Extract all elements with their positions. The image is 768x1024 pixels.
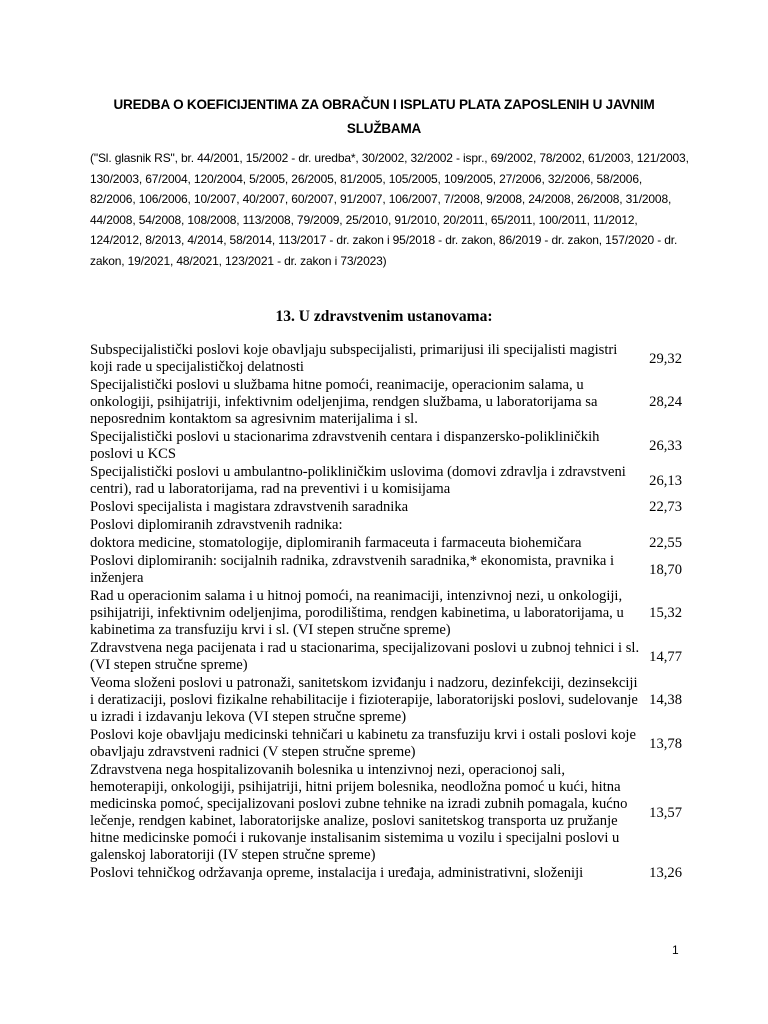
row-coefficient bbox=[642, 517, 682, 535]
table-row bbox=[88, 553, 682, 588]
row-description: Rad u operacionim salama i u hitnoj pomoći, na reanimaciji, intenzivnoj nezi, u onkologiji, psihijatriji, infektivnim odeljenjima, porodilištima, rendgen kabinetima, u laboratorijama, u kabinetima za transfuziju krvi i sl. (VI stepen stručne spreme) bbox=[90, 588, 624, 638]
row-coefficient: 14,38 bbox=[649, 692, 682, 708]
row-description: Zdravstvena nega hospitalizovanih bolesnika u intenzivnoj nezi, operacionoj sali, hemoterapiji, onkologiji, psihijatriji, hitni prijem bolesnika, neodložna pomoć u kući, hitna medicinska pomoć, specijalizovani poslovi zubne tehnike na izradi zubnih pomagala, kućno lečenje, rendgen kabinet, laboratorijske analize, poslovi sanitetskog transporta uz pružanje hitne medicinske pomoći i rukovanje instalisanim sistemima u vozilu i specijalni poslovi u galenskoj laboratoriji (IV stepen stručne spreme) bbox=[90, 762, 628, 863]
row-coefficient: 26,33 bbox=[649, 437, 682, 454]
table-row bbox=[88, 429, 682, 464]
table-row bbox=[88, 588, 682, 640]
table-row bbox=[88, 675, 682, 727]
row-description: Poslovi koje obavljaju medicinski tehničari u kabinetu za transfuziju krvi i ostali poslovi koje obavljaju zdravstveni radnici (V stepen stručne spreme) bbox=[90, 727, 636, 760]
row-coefficient: 14,77 bbox=[649, 648, 682, 665]
row-coefficient: 13,26 bbox=[649, 865, 682, 881]
row-description: Specijalistički poslovi u službama hitne pomoći, reanimacije, operacionim salama, u onkologiji, psihijatriji, infektivnim odeljenjima, rendgen službama, u laboratorijama sa neposrednim kontaktom sa agresivnim materijalima i sl. bbox=[90, 377, 598, 427]
row-description: Poslovi diplomiranih: socijalnih radnika, zdravstvenih saradnika,* ekonomista, pravnika i inženjera bbox=[90, 553, 615, 586]
gazette-reference: ("Sl. glasnik RS", br. 44/2001, 15/2002 - dr. uredba*, 30/2002, 32/2002 - ispr., 69/2002, 78/2002, 61/2003, 121/2003, 130/2003, 67/2004, 120/2004, 5/2005, 26/2005, 81/2005, 105/2005, 109/2005, 27/2006, 32/2006, 58/2006, 82/2006, 106/2006, 10/2007, 40/2007, 60/2007, 91/2007, 106/2007, 7/2008, 9/2008, 24/2008, 26/2008, 31/2008, 44/2008, 54/2008, 108/2008, 113/2008, 79/2009, 25/2010, 91/2010, 20/2011, 65/2011, 100/2011, 11/2012, 124/2012, 8/2013, 4/2014, 58/2014, 113/2017 - dr. zakon i 95/2018 - dr. zakon, 86/2019 - dr. zakon, 157/2020 - dr. zakon, 19/2021, 48/2021, 123/2021 - dr. zakon i 73/2023) bbox=[90, 151, 689, 268]
table-row bbox=[88, 865, 682, 883]
row-coefficient: 13,57 bbox=[649, 804, 682, 821]
table-row bbox=[88, 517, 682, 535]
coefficients-table bbox=[88, 342, 682, 883]
row-coefficient: 15,32 bbox=[649, 605, 682, 621]
table-row bbox=[88, 640, 682, 675]
table-row bbox=[88, 377, 682, 429]
section-heading: 13. U zdravstvenim ustanovama: bbox=[275, 308, 493, 325]
table-row bbox=[88, 727, 682, 762]
table-row bbox=[88, 762, 682, 865]
table-row bbox=[88, 499, 682, 517]
row-coefficient: 28,24 bbox=[649, 394, 682, 410]
row-coefficient: 18,70 bbox=[649, 561, 682, 578]
row-coefficient: 22,55 bbox=[649, 535, 682, 551]
row-description: Poslovi diplomiranih zdravstvenih radnika: bbox=[90, 517, 343, 533]
table-row bbox=[88, 464, 682, 499]
row-description: Specijalistički poslovi u stacionarima zdravstvenih centara i dispanzersko-polikliničkih poslovi u KCS bbox=[90, 429, 600, 462]
row-description: Specijalistički poslovi u ambulantno-polikliničkim uslovima (domovi zdravlja i zdravstveni centri), rad u laboratorijama, rad na preventivi i u komisijama bbox=[90, 464, 626, 497]
table-row bbox=[88, 535, 682, 553]
row-description: Zdravstvena nega pacijenata i rad u stacionarima, specijalizovani poslovi u zubnoj tehnici i sl. (VI stepen stručne spreme) bbox=[90, 640, 640, 673]
row-description: Poslovi tehničkog održavanja opreme, instalacija i uređaja, administrativni, složeniji bbox=[90, 865, 584, 881]
row-description: Veoma složeni poslovi u patronaži, sanitetskom izviđanju i nadzoru, dezinfekciji, dezinsekciji i deratizaciji, poslovi fizikalne rehabilitacije i fizioterapije, laboratorijski poslovi, sudelovanje u izradi i izdavanju lekova (VI stepen stručne spreme) bbox=[90, 675, 638, 725]
row-coefficient: 26,13 bbox=[649, 472, 682, 489]
row-coefficient: 13,78 bbox=[649, 735, 682, 752]
row-description: Subspecijalistički poslovi koje obavljaju subspecijalisti, primarijusi ili specijalisti magistri koji rade u specijalističkoj delatnosti bbox=[90, 342, 618, 375]
row-coefficient: 29,32 bbox=[649, 350, 682, 367]
table-row bbox=[88, 342, 682, 377]
row-coefficient: 22,73 bbox=[649, 499, 682, 515]
page-number: 1 bbox=[672, 943, 679, 957]
row-description: Poslovi specijalista i magistara zdravstvenih saradnika bbox=[90, 499, 409, 515]
row-description: doktora medicine, stomatologije, diplomiranih farmaceuta i farmaceuta biohemičara bbox=[90, 535, 582, 551]
document-title: UREDBA O KOEFICIJENTIMA ZA OBRAČUN I ISPLATU PLATA ZAPOSLENIH U JAVNIM SLUŽBAMA bbox=[113, 97, 655, 136]
